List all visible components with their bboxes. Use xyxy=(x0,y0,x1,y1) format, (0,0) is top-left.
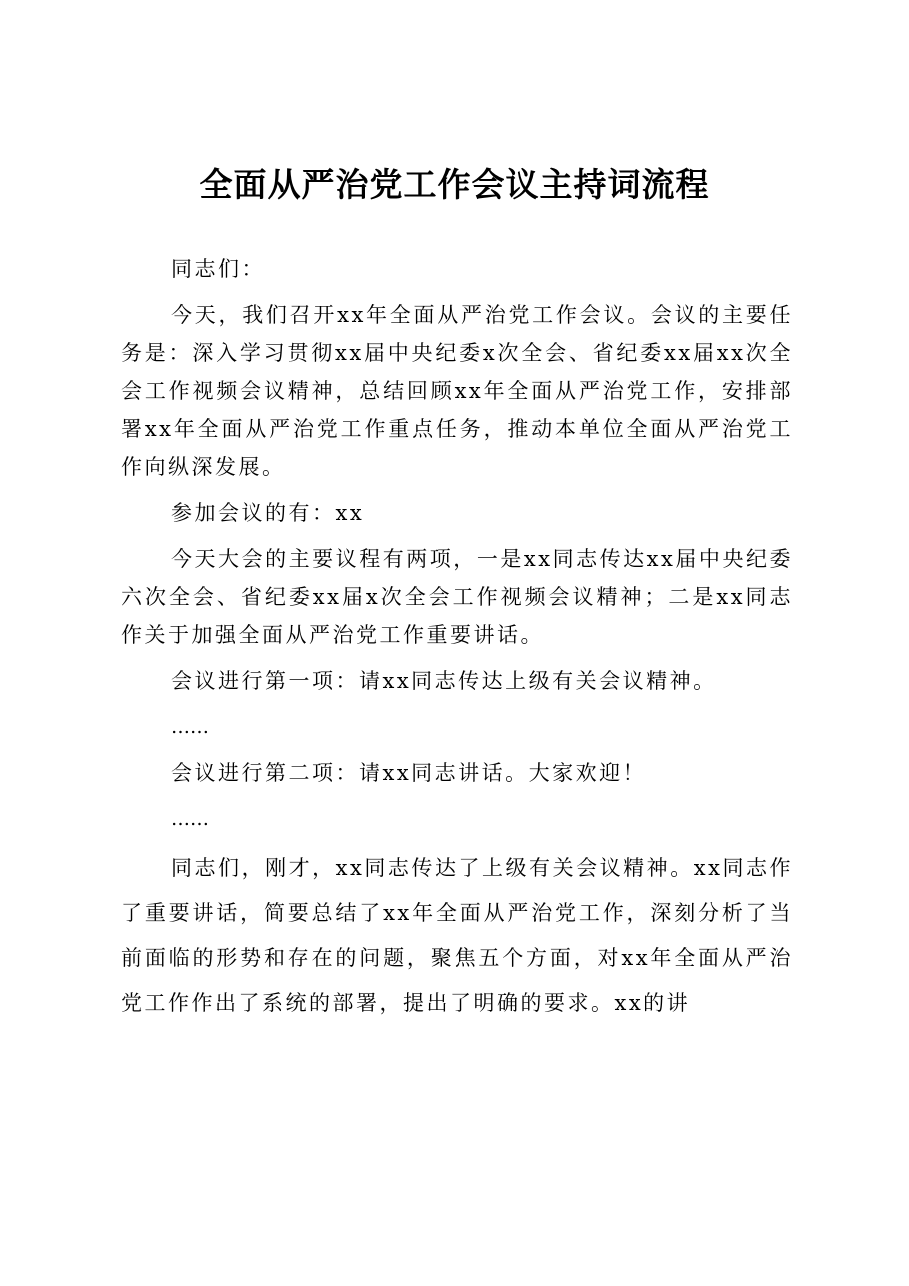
agenda-paragraph: 今天大会的主要议程有两项，一是xx同志传达xx届中央纪委六次全会、省纪委xx届x次全会工作视频会议精神；二是xx同志作关于加强全面从严治党工作重要讲话。 xyxy=(121,547,793,647)
ellipsis-marker: …… xyxy=(171,808,209,830)
opening-paragraph: 今天，我们召开xx年全面从严治党工作会议。会议的主要任务是：深入学习贯彻xx届中央纪委x次全会、省纪委xx届xx次全会工作视频会议精神，总结回顾xx年全面从严治党工作，安排部署xx年全面从严治党工作重点任务，推动本单位全面从严治党工作向纵深发展。 xyxy=(121,303,793,479)
agenda-item-one: 会议进行第一项：请xx同志传达上级有关会议精神。 xyxy=(171,669,717,693)
document-title: 全面从严治党工作会议主持词流程 xyxy=(199,165,710,204)
document-body xyxy=(121,250,793,1034)
salutation-paragraph: 同志们： xyxy=(171,257,265,281)
summary-paragraph: 同志们，刚才，xx同志传达了上级有关会议精神。xx同志作了重要讲话，简要总结了xx年全面从严治党工作，深刻分析了当前面临的形势和存在的问题，聚焦五个方面，对xx年全面从严治党工作作出了系统的部署，提出了明确的要求。xx的讲 xyxy=(121,856,793,1015)
ellipsis-marker: …… xyxy=(171,716,209,738)
agenda-item-two: 会议进行第二项：请xx同志讲话。大家欢迎！ xyxy=(171,761,647,785)
attendees-paragraph: 参加会议的有：xx xyxy=(171,501,365,525)
